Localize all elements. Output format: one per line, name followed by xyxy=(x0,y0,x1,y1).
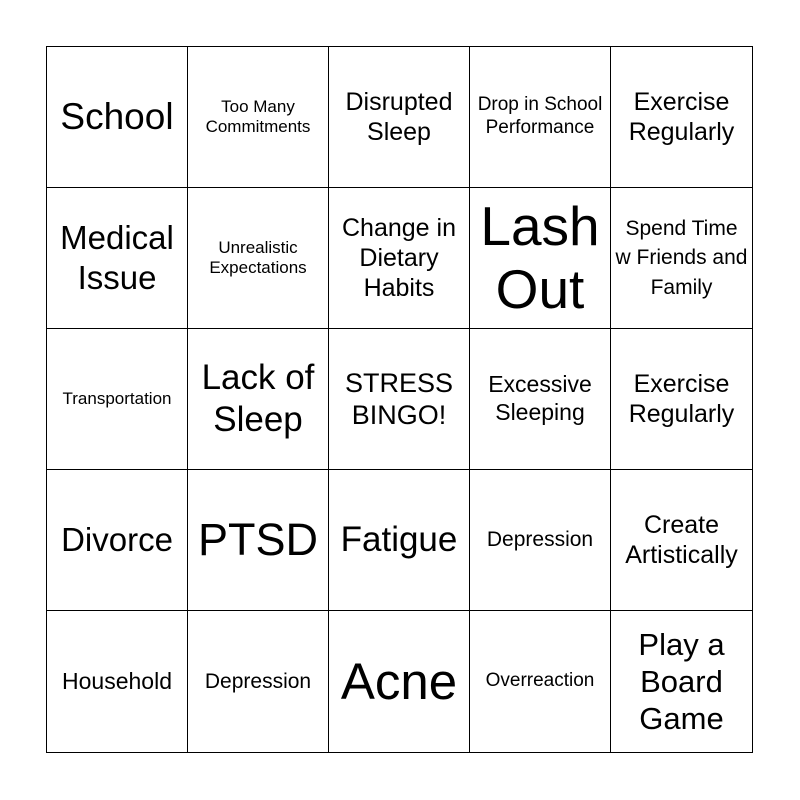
bingo-cell[interactable] xyxy=(611,47,752,188)
cell-label: Change in Dietary Habits xyxy=(342,214,456,302)
cell-label: Household xyxy=(62,667,172,694)
bingo-cell[interactable] xyxy=(329,188,470,329)
cell-label: Too Many Commitments xyxy=(205,96,311,136)
bingo-cell[interactable] xyxy=(188,329,329,470)
bingo-cell[interactable] xyxy=(611,611,752,752)
bingo-cell[interactable] xyxy=(47,329,188,470)
bingo-cell[interactable] xyxy=(329,611,470,752)
bingo-cell[interactable] xyxy=(188,470,329,611)
free-space-label: STRESS BINGO! xyxy=(344,367,454,430)
bingo-cell[interactable] xyxy=(47,47,188,188)
cell-label: Medical Issue xyxy=(60,219,174,296)
cell-label: Depression xyxy=(204,669,312,693)
cell-label: Fatigue xyxy=(340,520,458,559)
bingo-board xyxy=(46,46,753,753)
cell-label: Lack of Sleep xyxy=(201,358,315,439)
cell-label: Unrealistic Expectations xyxy=(209,237,307,277)
bingo-cell[interactable] xyxy=(470,188,611,329)
cell-label: Disrupted Sleep xyxy=(345,88,453,146)
bingo-cell[interactable] xyxy=(470,329,611,470)
free-space[interactable] xyxy=(329,329,470,470)
bingo-cell[interactable] xyxy=(47,611,188,752)
bingo-cell[interactable] xyxy=(611,329,752,470)
bingo-cell[interactable] xyxy=(329,470,470,611)
bingo-cell[interactable] xyxy=(47,188,188,329)
cell-label: Create Artistically xyxy=(625,511,738,569)
cell-label: Transportation xyxy=(62,388,172,408)
bingo-cell[interactable] xyxy=(188,611,329,752)
bingo-cell[interactable] xyxy=(611,470,752,611)
bingo-cell[interactable] xyxy=(611,188,752,329)
cell-label: Play a Board Game xyxy=(638,626,725,737)
bingo-cell[interactable] xyxy=(470,611,611,752)
cell-label: Exercise Regularly xyxy=(628,370,735,428)
cell-label: Exercise Regularly xyxy=(628,88,735,146)
cell-label: Excessive Sleeping xyxy=(488,371,592,425)
cell-label: Overreaction xyxy=(485,670,595,692)
bingo-cell[interactable] xyxy=(470,470,611,611)
cell-label: Spend Time w Friends and Family xyxy=(615,216,748,299)
bingo-cell[interactable] xyxy=(188,47,329,188)
cell-label: Lash Out xyxy=(480,194,600,320)
bingo-cell[interactable] xyxy=(47,470,188,611)
cell-label: School xyxy=(60,95,174,137)
cell-label: Divorce xyxy=(61,521,173,559)
cell-label: PTSD xyxy=(197,514,318,565)
cell-label: Drop in School Performance xyxy=(477,94,603,138)
bingo-cell[interactable] xyxy=(188,188,329,329)
cell-label: Depression xyxy=(486,528,594,552)
bingo-cell[interactable] xyxy=(470,47,611,188)
cell-label: Acne xyxy=(340,652,458,710)
bingo-cell[interactable] xyxy=(329,47,470,188)
